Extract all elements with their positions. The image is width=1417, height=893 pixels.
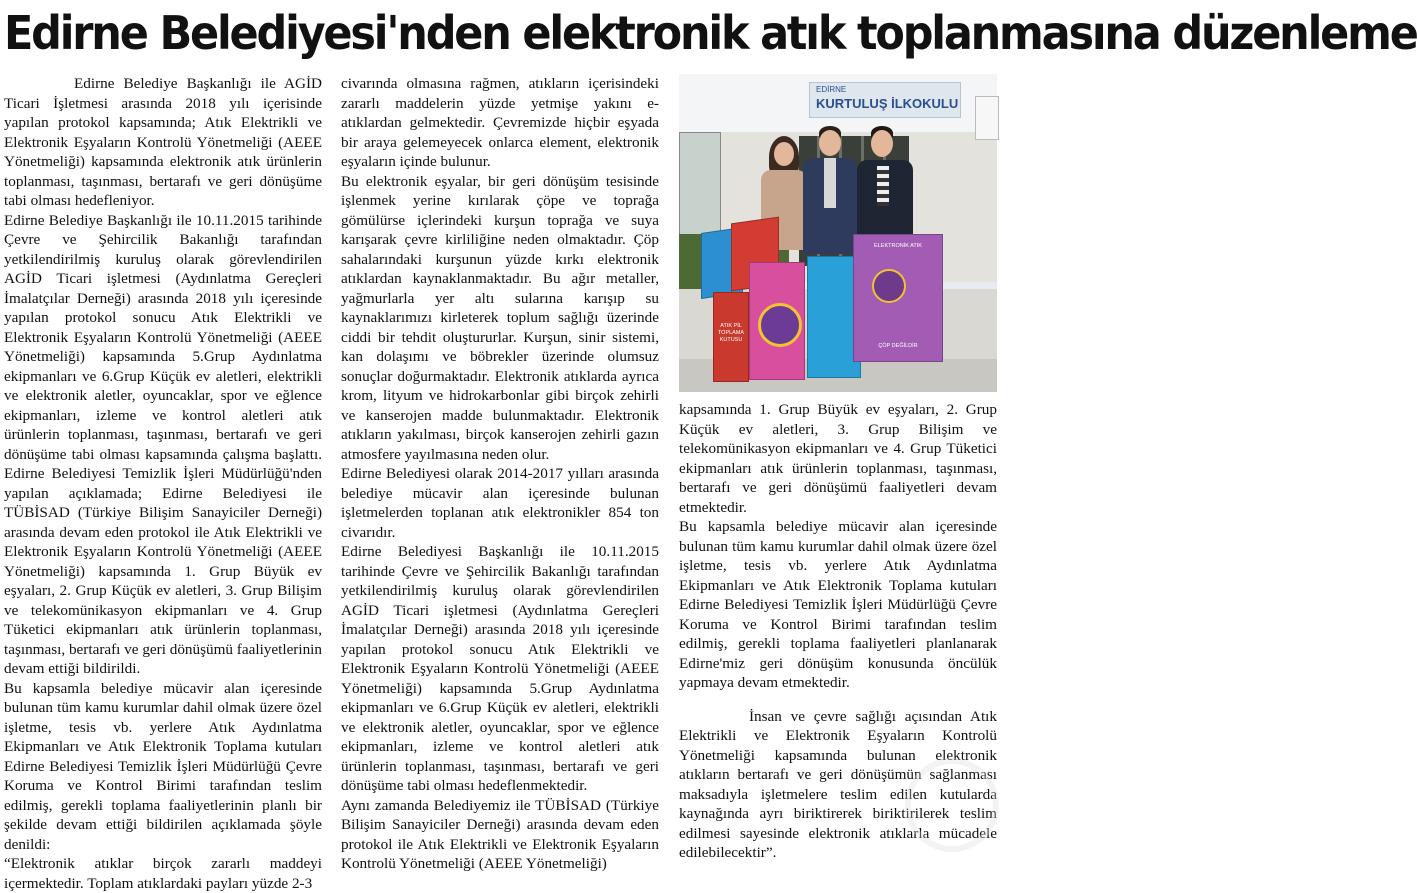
article-column-1	[4, 74, 322, 892]
box-label: ELEKTRONİK ATIK	[874, 243, 922, 249]
paragraph: Edirne Belediye Başkanlığı ile AGİD Ticari İşletmesi arasında 2018 yılı içerisinde yapılan protokol kapsamında; Atık Elektrikli ve Elektronik Eşyaların Kontrolü Yönetmeliği (AEEE Yönetmeliği) kapsamında elektronik atık ürünlerin toplanması, taşınması, bertarafı ve geri dönüşüme tabi olması hedefleniyor.	[4, 75, 322, 209]
paragraph: İnsan ve çevre sağlığı açısından Atık Elektrikli ve Elektronik Eşyaların Kontrolü Yönetmeliği kapsamında bulunan elektronik atıkların bertarafı ve geri dönüşümün sağlanması maksadıyla işletmelere teslim edilen kutularda kaynağında ayrı biriktirerek biriktirilerek teslim edilmesi sayesinde elektronik atıklarla mücadele edilebilecektir”.	[679, 707, 997, 861]
news-photo	[679, 74, 997, 392]
paragraph: “Elektronik atıklar birçok zararlı maddeyi içermektedir. Toplam atıklardaki payları yüzde 2-3	[4, 855, 322, 892]
paragraph: Bu kapsamla belediye mücavir alan içeresinde bulunan tüm kamu kurumlar dahil olmak üzere özel işletme, tesis vb. yerlere Atık Aydınlatma Ekipmanları ve Atık Elektronik Toplama kutuları Edirne Belediyesi Temizlik İşleri Müdürlüğü Çevre Koruma ve Kontrol Birimi tarafından teslim edilmiş, gerekli toplama faaliyetleri planlanarak Edirne'miz geri dönüşüm konusunda öncülük yapmaya devam etmektedir.	[679, 518, 997, 691]
recycling-box-purple	[853, 234, 943, 362]
school-sign	[809, 82, 961, 118]
recycling-box-pink	[749, 262, 805, 380]
paragraph: kapsamında 1. Grup Büyük ev eşyaları, 2. Grup Küçük ev aletleri, 3. Grup Bilişim ve telekomünikasyon ekipmanları ve 4. Grup Tüketici ekipmanları atık ürünlerin toplanması, taşınması, bertarafı ve geri dönüşümü faaliyetleri devam etmektedir.	[679, 401, 997, 516]
recycling-box-red-front	[713, 292, 749, 382]
sign-line-1: EDİRNE	[816, 85, 847, 94]
paragraph: Aynı zamanda Belediyemiz ile TÜBİSAD (Türkiye Bilişim Sanayiciler Derneği) arasında devam eden protokol ile Atık Elektrikli ve Elektronik Eşyaların Kontrolü Yönetmeliği (AEEE Yönetmeliği)	[341, 796, 659, 872]
paragraph: civarında olmasına rağmen, atıkların içerisindeki zararlı maddelerin yüzde yetmişe yakını e-atıklardan gelmektedir. Çevremizde hiçbir eşyada bir araya gelemeyecek onlarca element, elektronik eşyaların içinde bulunur.	[341, 75, 659, 170]
box-label: ÇÖP DEĞİLDİR	[878, 343, 918, 349]
watermark-seal	[905, 758, 999, 852]
box-label: ATIK PİL TOPLAMA KUTUSU	[717, 323, 745, 343]
air-conditioner	[975, 96, 999, 140]
paragraph: Edirne Belediyesi olarak 2014-2017 yılları arasında belediye mücavir alan içeresinde bulunan işletmelerden toplanan atık elektronikler 854 ton civarıdır.	[341, 465, 659, 541]
paragraph: Edirne Belediye Başkanlığı ile 10.11.2015 tarihinde Çevre ve Şehircilik Bakanlığı tarafından yetkilendirilmiş kuruluş olarak görevlendirilen AGİD Ticari işletmesi (Aydınlatma Gereçleri İmalatçılar Derneği) arasında 2018 yılı içeresinde yapılan protokol sonucu Atık Elektrikli ve Elektronik Eşyaların Kontrolü Yönetmeliği (AEEE Yönetmeliği) kapsamında 5.Grup Aydınlatma ekipmanları ve 6.Grup Küçük ev aletleri, elektrikli ve elektronik aletler, oyuncaklar, spor ve eğlence ekipmanları, izleme ve kontrol aletleri atık ürünlerin toplanması, taşınması, bertarafı ve geri dönüşüme tabi olması kapsamında çalışma başlattı. Edirne Belediyesi Temizlik İşleri Müdürlüğü'nden yapılan açıklamada; Edirne Belediyesi ile TÜBİSAD (Türkiye Bilişim Sanayiciler Derneği) arasında devam eden protokol ile Atık Elektrikli ve Elektronik Eşyaların Kontrolü Yönetmeliği (AEEE Yönetmeliği) kapsamında 1. Grup Büyük ev eşyaları, 2. Grup Küçük ev aletleri, 3. Grup Bilişim ve telekomünikasyon ekipmanları ve 4. Grup Tüketici ekipmanları atık ürünlerin toplanması, taşınması, bertarafı ve geri dönüşümü faaliyetlerinin devam ettiği bildirildi.	[4, 211, 322, 677]
sign-line-2: KURTULUŞ İLKOKULU	[816, 96, 959, 111]
paragraph: Bu elektronik eşyalar, bir geri dönüşüm tesisinde işlenmek yerine kırılarak çöpe ve toprağa gömülürse içlerindeki kurşun toprağa ve suya karışarak çevre kirliliğine neden olmaktadır. Çöp sahalarındaki kurşunun yüzde kırkı elektronik atıklardan kaynaklanmaktadır. Bu ağır metaller, yağmurlarla yer altı sularına karışıp su kaynaklarımızı kirleterek toplum sağlığı üzerinde ciddi bir tehdit oluştururlar. Kurşun, sinir sistemi, kan dolaşımı ve böbrekler üzerinde olumsuz sonuçlar doğurmaktadır. Elektronik atıklarda ayrıca krom, lityum ve hidrokarbonlar gibi birçok zehirli ve kanserojen madde bulunmaktadır. Elektronik atıkların yakılması, birçok kanserojen zehirli gazın atmosfere yayılmasına neden olur.	[341, 172, 659, 463]
article-column-2	[341, 74, 659, 872]
paragraph: Edirne Belediyesi Başkanlığı ile 10.11.2015 tarihinde Çevre ve Şehircilik Bakanlığı tarafından yetkilendirilmiş kuruluş olarak görevlendirilen AGİD Ticari işletmesi (Aydınlatma Gereçleri İmalatçılar Derneği) arasında 2018 yılı içeresinde yapılan protokol sonucu Atık Elektrikli ve Elektronik Eşyaların Kontrolü Yönetmeliği (AEEE Yönetmeliği) kapsamında 5.Grup Aydınlatma ekipmanları ve 6.Grup Küçük ev aletleri, elektrikli ve elektronik aletler, oyuncaklar, spor ve eğlence ekipmanları, izleme ve kontrol aletleri atık ürünlerin toplanması, taşınması, bertarafı ve geri dönüşüme tabi olması hedeflenmektedir.	[341, 543, 659, 794]
paragraph: Bu kapsamla belediye mücavir alan içeresinde bulunan tüm kamu kurumlar dahil olmak üzere özel işletme, tesis vb. yerlere Atık Aydınlatma Ekipmanları ve Atık Elektronik Toplama kutuları Edirne Belediyesi Temizlik İşleri Müdürlüğü Çevre Koruma ve Kontrol Birimi tarafından teslim edilmiş, gerekli toplama faaliyetlerinin planlı bir şekilde devam ettiği bildirilen açıklamada şöyle denildi:	[4, 679, 322, 853]
headline: Edirne Belediyesi'nden elektronik atık toplanmasına düzenleme	[4, 6, 1417, 61]
